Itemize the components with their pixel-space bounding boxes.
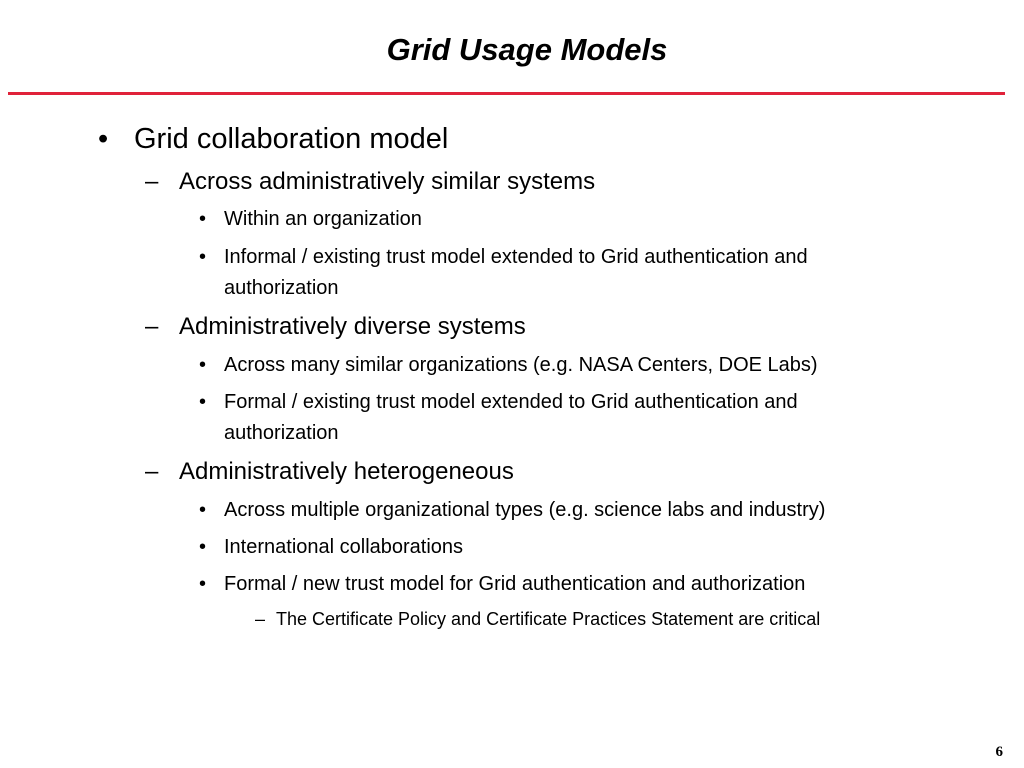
bullet-marker: •: [199, 246, 207, 268]
list-item: Across multiple organizational types (e.g. science labs and industry): [224, 499, 826, 521]
list-item: Across many similar organizations (e.g. NASA Centers, DOE Labs): [224, 354, 818, 376]
list-item: International collaborations: [224, 536, 464, 558]
bullet-marker: •: [199, 391, 207, 413]
dash-marker: –: [145, 313, 159, 340]
page-number: 6: [995, 744, 1003, 760]
bullet-marker: •: [199, 536, 207, 558]
list-item: Within an organization: [224, 208, 422, 230]
dash-marker: –: [145, 168, 159, 195]
list-item: Formal / existing trust model extended to Grid authentication and: [224, 391, 798, 413]
dash-marker: –: [145, 458, 159, 485]
subheading-similar-systems: Across administratively similar systems: [179, 168, 596, 195]
list-item-continuation: authorization: [224, 422, 339, 444]
bullet-marker: •: [199, 573, 207, 595]
list-item-continuation: authorization: [224, 277, 339, 299]
list-item: Formal / new trust model for Grid authentication and authorization: [224, 573, 806, 595]
bullet-marker: •: [199, 354, 207, 376]
dash-marker: –: [255, 609, 266, 629]
subheading-diverse-systems: Administratively diverse systems: [179, 313, 526, 340]
title-divider: [8, 92, 1005, 95]
bullet-marker: •: [199, 208, 207, 230]
bullet-marker: •: [199, 499, 207, 521]
sub-list-item: The Certificate Policy and Certificate Practices Statement are critical: [276, 609, 821, 629]
slide-title: Grid Usage Models: [386, 32, 668, 67]
list-item: Informal / existing trust model extended to Grid authentication and: [224, 246, 808, 268]
bullet-collaboration-model: Grid collaboration model: [134, 123, 449, 155]
subheading-heterogeneous: Administratively heterogeneous: [179, 458, 514, 485]
bullet-marker: •: [98, 123, 109, 155]
